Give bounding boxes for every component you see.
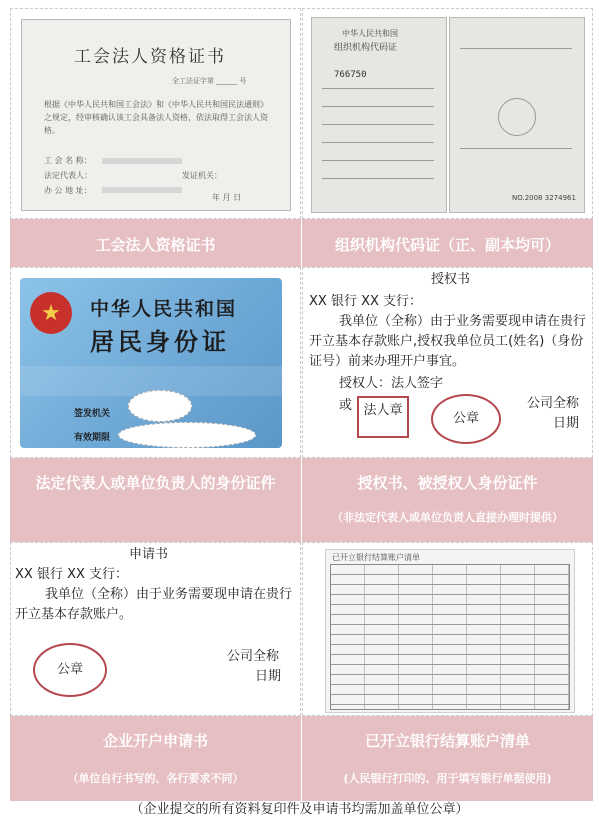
account-list-table — [330, 564, 570, 710]
account-list-title: 已开立银行结算账户清单 — [332, 553, 420, 562]
account-list-cell — [302, 542, 593, 716]
authorizer-line: 授权人：法人签字 — [339, 376, 444, 391]
application-title: 申请书 — [129, 547, 169, 562]
label-text: 已开立银行结算账户清单 — [364, 732, 530, 750]
authorization-title: 授权书 — [431, 272, 471, 287]
authorization-greeting: XX 银行 XX 支行： — [309, 294, 423, 309]
union-field-name: 工 会 名 称： — [44, 156, 92, 165]
union-field-rep: 法定代表人： — [44, 171, 92, 180]
union-certificate-image — [21, 19, 291, 211]
org-code-title-1: 中华人民共和国 — [342, 29, 398, 38]
org-code-title-2: 组织机构代码证 — [334, 43, 398, 53]
application-letter-cell — [10, 542, 301, 716]
label-text: 授权书、被授权人身份证件 — [357, 474, 538, 492]
label-subtext: （单位自行书写的、各行要求不同） — [67, 772, 244, 785]
label-text: 企业开户申请书 — [102, 732, 208, 750]
authorization-letter-cell — [302, 267, 593, 458]
label-subtext: （非法定代表人或单位负责人直接办理时提供） — [332, 511, 563, 524]
id-card-country: 中华人民共和国 — [90, 298, 238, 320]
label-text: 工会法人资格证书 — [95, 236, 216, 254]
org-code-cell — [302, 8, 593, 219]
label-application — [10, 716, 301, 801]
union-certificate-title: 工会法人资格证书 — [74, 47, 226, 67]
official-seal: 公章 — [33, 643, 107, 697]
band-2 — [10, 458, 593, 542]
redaction-bar — [102, 158, 182, 164]
union-field-issuer: 发证机关： — [182, 171, 222, 180]
redaction-ellipse — [128, 390, 192, 422]
union-certificate-body: 根据《中华人民共和国工会法》和《中华人民共和国民法通则》之规定，经审核确认该工会具备法人资格，依法取得工会法人资格。 — [44, 100, 268, 135]
seal-icon — [498, 98, 536, 136]
id-card-title: 居民身份证 — [90, 327, 230, 356]
union-field-addr: 办 公 地 址： — [44, 186, 92, 195]
date-text: 日期 — [255, 669, 282, 684]
validity-label: 有效期限 — [74, 433, 111, 443]
org-code-copy-image — [449, 17, 585, 213]
label-org-code — [302, 219, 593, 267]
date-text: 日期 — [553, 416, 580, 431]
legal-rep-seal: 法人章 — [357, 396, 409, 438]
company-name: 公司全称 — [227, 649, 280, 664]
label-text: 组织机构代码证（正、副本均可） — [334, 236, 560, 254]
official-seal: 公章 — [431, 394, 501, 444]
band-3 — [10, 716, 593, 801]
union-certificate-number: 全工法证字第 ______ 号 — [172, 77, 247, 85]
row-3 — [10, 542, 593, 716]
document-grid — [10, 8, 593, 801]
id-card-cell — [10, 267, 301, 458]
org-code-original-image — [311, 17, 447, 213]
row-2 — [10, 267, 593, 458]
company-name: 公司全称 — [527, 396, 580, 411]
redaction-ellipse — [118, 422, 256, 448]
label-union-certificate — [10, 219, 301, 267]
national-emblem-icon: ★ — [30, 292, 72, 334]
org-code-number: 766750 — [334, 70, 367, 80]
issuer-label: 签发机关 — [74, 409, 111, 419]
union-date: 年 月 日 — [212, 193, 242, 202]
account-list-image — [325, 549, 575, 713]
authorization-body: 我单位（全称）由于业务需要现申请在贵行开立基本存款账户,授权我单位员工(姓名)（身份证号）前来办理开户事宜。 — [309, 314, 587, 369]
label-id-document — [10, 458, 301, 542]
footnote: （企业提交的所有资料复印件及申请书均需加盖单位公章） — [130, 802, 469, 817]
row-1 — [10, 8, 593, 219]
application-greeting: XX 银行 XX 支行： — [15, 567, 129, 582]
union-certificate-cell — [10, 8, 301, 219]
label-authorization — [302, 458, 593, 542]
label-account-list — [302, 716, 593, 801]
id-card-image — [20, 278, 282, 448]
label-subtext: (人民银行打印的、用于填写银行单据使用) — [343, 772, 552, 785]
label-text: 法定代表人或单位负责人的身份证件 — [35, 474, 276, 492]
application-body: 我单位（全称）由于业务需要现申请在贵行开立基本存款账户。 — [15, 587, 293, 622]
redaction-bar — [102, 187, 182, 193]
org-code-serial: NO.2008 3274961 — [512, 194, 576, 202]
or-text: 或 — [339, 398, 353, 413]
band-1 — [10, 219, 593, 267]
